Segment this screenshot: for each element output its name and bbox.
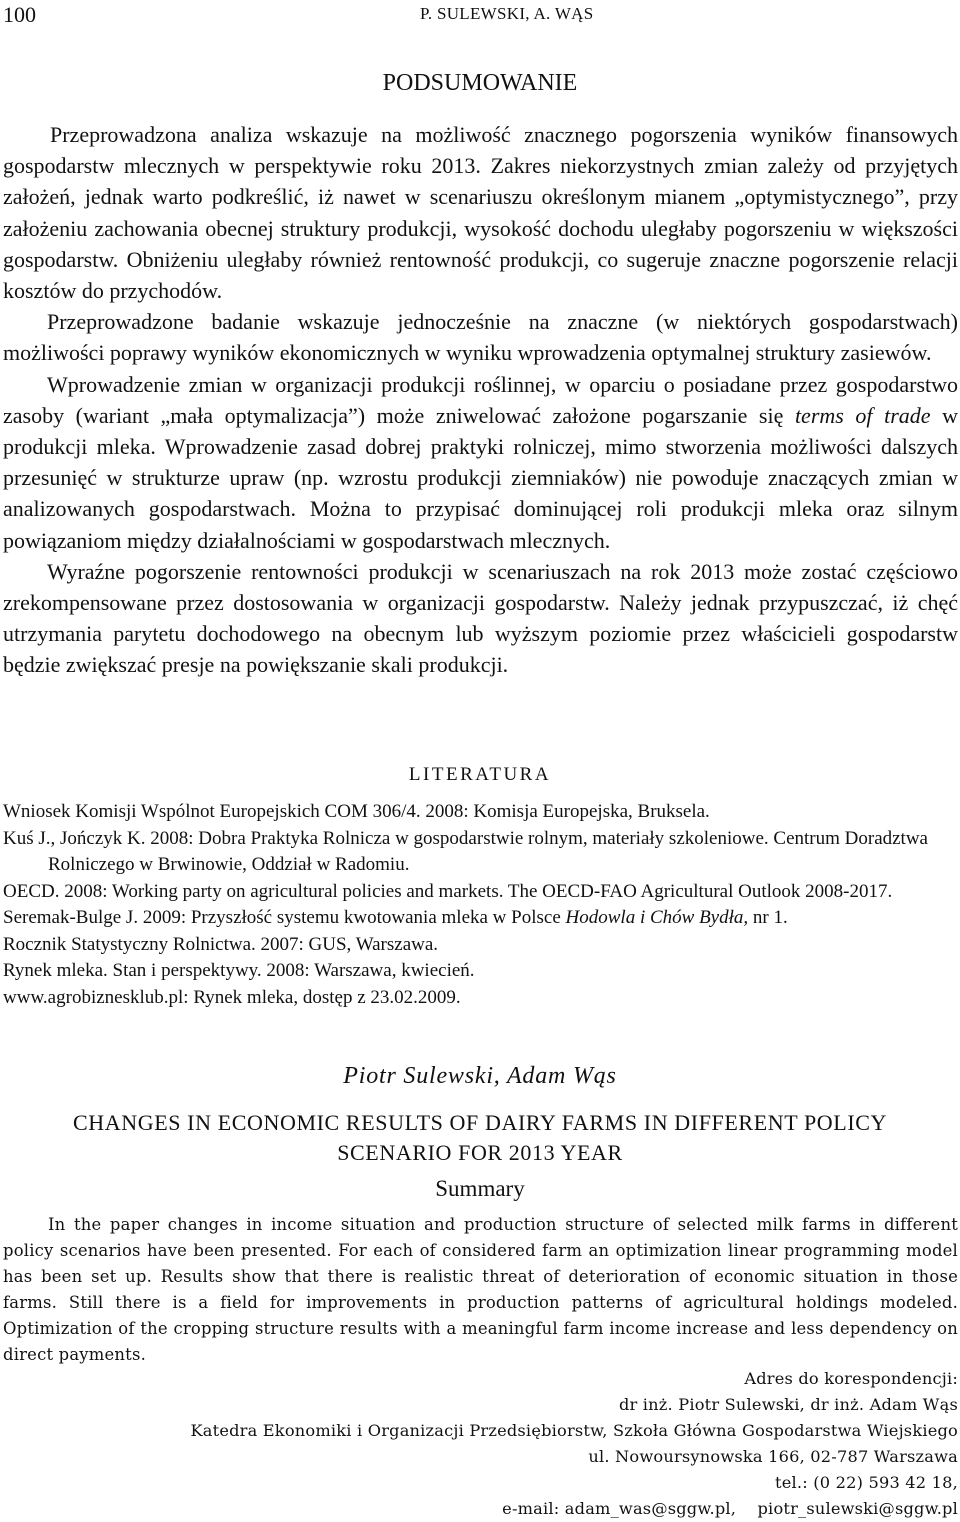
paragraph-3-part-1: Wprowadzenie zmian w organizacji produkcji roślinnej, w oparciu o posiadane przez gospodarstwo zasoby (wariant „mała optymalizacja”) może zniwelować założone pogarszanie się	[3, 371, 958, 428]
address-institution: Katedra Ekonomiki i Organizacji Przedsiębiorstw, Szkoła Główna Gospodarstwa Wiejskiego	[190, 1421, 958, 1440]
running-header	[0, 0, 960, 30]
correspondence-address	[18, 1366, 958, 1522]
literature-title: LITERATURA	[408, 764, 552, 785]
address-names: dr inż. Piotr Sulewski, dr inż. Adam Wąs	[618, 1395, 958, 1414]
running-title: P. SULEWSKI, A. WĄS	[420, 4, 594, 23]
email-link-sulewski[interactable]: piotr_sulewski@sggw.pl	[757, 1499, 958, 1518]
english-summary	[3, 1212, 958, 1368]
reference-item: Rynek mleka. Stan i perspektywy. 2008: Warszawa, kwiecień.	[3, 960, 475, 981]
summary-heading: Summary	[435, 1176, 525, 1201]
reference-item: Wniosek Komisji Wspólnot Europejskich COM 306/4. 2008: Komisja Europejska, Bruksela.	[3, 801, 710, 822]
section-title: PODSUMOWANIE	[382, 70, 578, 96]
references-list	[3, 799, 958, 1011]
address-street: ul. Nowoursynowska 166, 02-787 Warszawa	[588, 1447, 958, 1466]
address-heading: Adres do korespondencji:	[744, 1369, 958, 1388]
address-email-line	[18, 1496, 958, 1522]
email-link-was[interactable]: adam_was@sggw.pl,	[564, 1499, 737, 1518]
terms-of-trade-italic: terms of trade	[794, 402, 931, 428]
journal-title: Hodowla i Chów Bydła,	[565, 907, 749, 928]
paragraph-3-part-2: w produkcji mleka. Wprowadzenie zasad dobrej praktyki rolniczej, mimo stworzenia możliwości dalszych przesunięć w strukturze upraw (np. wzrostu produkcji ziemniaków) nie powoduje znaczących zmian w analizowanych gospodarstwach. Można to przypisać dominującej roli produkcji mleka oraz silnym powiązaniom między działalnościami w gospodarstwach mlecznych.	[3, 402, 958, 553]
summary-body	[3, 119, 958, 681]
english-title	[0, 1108, 960, 1168]
paragraph-1: Przeprowadzona analiza wskazuje na możliwość znacznego pogorszenia wyników finansowych gospodarstw mlecznych w perspektywie roku 2013. Zakres niekorzystnych zmian zależy od przyjętych założeń, jednak warto podkreślić, iż nawet w scenariuszu określonym mianem „optymistycznego”, przy założeniu zachowania obecnej struktury produkcji, wysokość dochodu uległaby pogorszeniu w większości gospodarstw. Obniżeniu uległaby również rentowność produkcji, co sugeruje znaczne pogorszenie relacji kosztów do przychodów.	[3, 122, 958, 304]
page-number: 100	[3, 2, 36, 27]
reference-item: www.agrobiznesklub.pl: Rynek mleka, dostęp z 23.02.2009.	[3, 986, 461, 1008]
reference-part: Seremak-Bulge J. 2009: Przyszłość systemu kwotowania mleka w Polsce	[3, 907, 566, 928]
english-title-line-1: CHANGES IN ECONOMIC RESULTS OF DAIRY FARMS IN DIFFERENT POLICY	[72, 1110, 888, 1135]
english-authors: Piotr Sulewski, Adam Wąs	[343, 1063, 617, 1089]
paragraph-4: Wyraźne pogorszenie rentowności produkcji w scenariuszach na rok 2013 może zostać częściowo zrekompensowane przez dostosowania w organizacji gospodarstw. Należy jednak przypuszczać, iż chęć utrzymania parytetu dochodowego na obecnym lub wyższym poziomie przez właścicieli gospodarstw będzie zwiększać presje na powiększanie skali produkcji.	[3, 558, 958, 678]
paragraph-3	[3, 369, 958, 556]
reference-item: Rocznik Statystyczny Rolnictwa. 2007: GUS, Warszawa.	[3, 933, 439, 955]
reference-item: OECD. 2008: Working party on agricultural policies and markets. The OECD-FAO Agricultural Outlook 2008-2017.	[3, 880, 893, 902]
address-phone: tel.: (0 22) 593 42 18,	[775, 1473, 958, 1492]
summary-text: In the paper changes in income situation and production structure of selected milk farms in different policy scenarios have been presented. For each of considered farm an optimization linear programming model has been set up. Results show that there is realistic threat of deterioration of economic situation in those farms. Still there is a field for improvements in production patterns of agricultural holdings modeled. Optimization of the cropping structure results with a meaningful farm income increase and less dependency on direct payments.	[3, 1215, 958, 1364]
reference-item	[3, 905, 958, 932]
english-title-line-2: SCENARIO FOR 2013 YEAR	[337, 1140, 623, 1165]
paragraph-2: Przeprowadzone badanie wskazuje jednocześnie na znaczne (w niektórych gospodarstwach) możliwości poprawy wyników ekonomicznych w wyniku wprowadzenia optymalnej struktury zasiewów.	[3, 309, 958, 366]
email-label: e-mail:	[502, 1499, 560, 1518]
reference-part: nr 1.	[748, 907, 788, 928]
reference-item: Kuś J., Jończyk K. 2008: Dobra Praktyka Rolnicza w gospodarstwie rolnym, materiały szkoleniowe. Centrum Doradztwa Rolniczego w Brwinowie, Oddział w Radomiu.	[3, 827, 928, 875]
